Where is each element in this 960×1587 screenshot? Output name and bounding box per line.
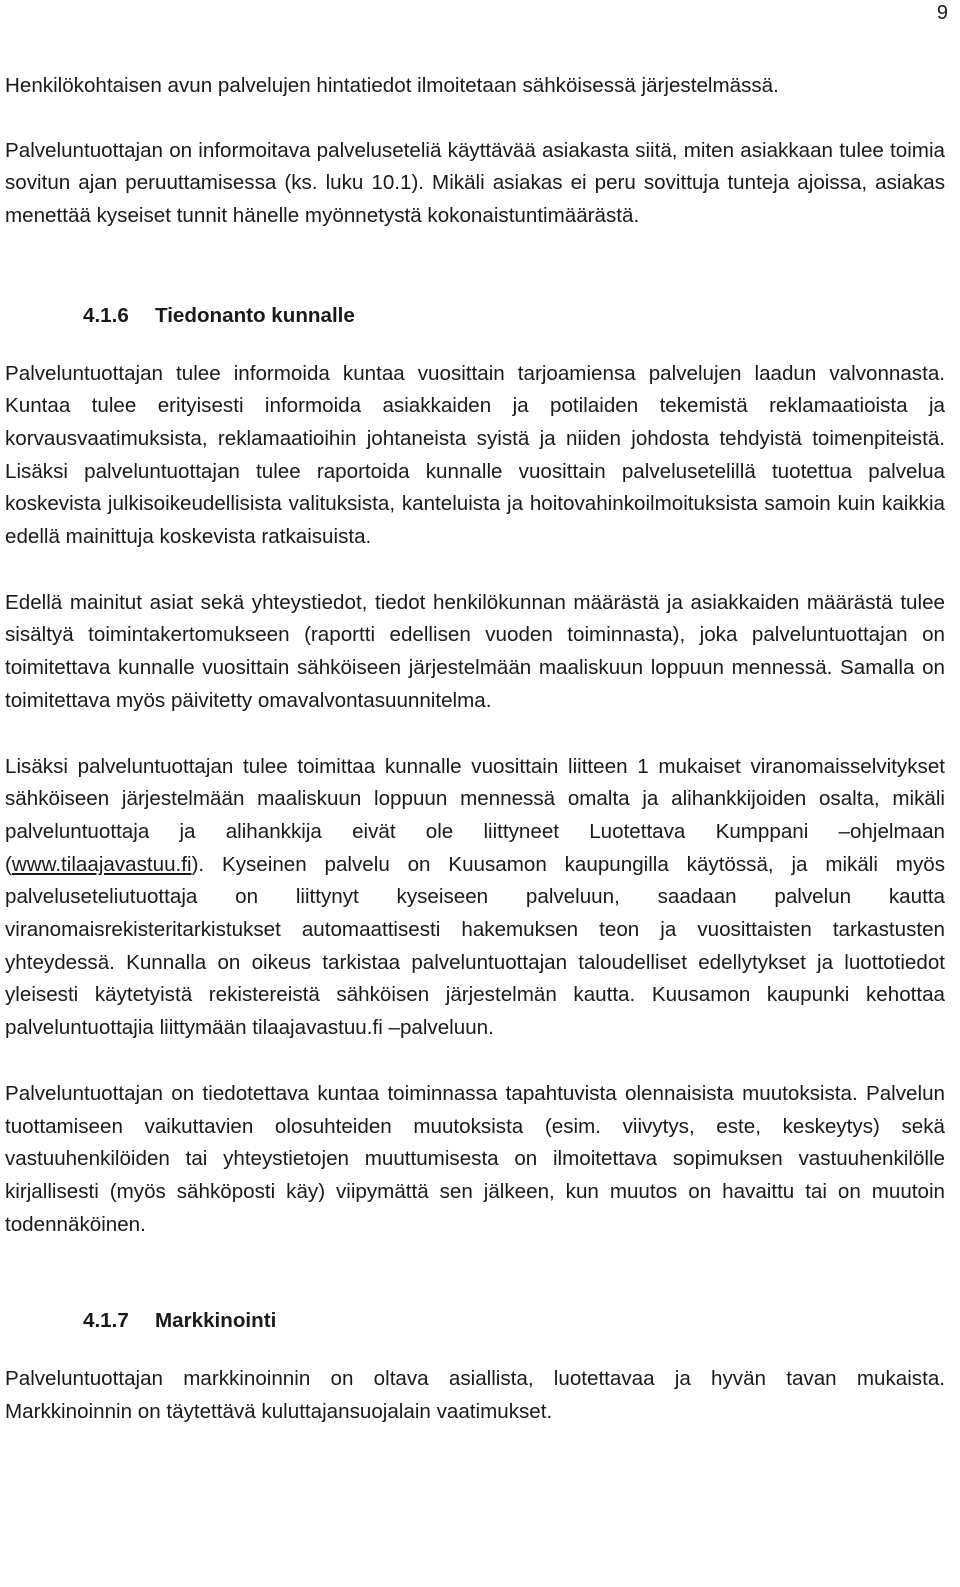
page-number: 9 [936,2,948,24]
paragraph-annual-report: Edellä mainitut asiat sekä yhteystiedot, tiedot henkilökunnan määrästä ja asiakkaiden määrästä tulee sisältyä toimintakertomukseen (raportti edellisen vuoden toiminnasta), joka palveluntuottajan on toimitettava kunnalle vuosittain sähköiseen järjestelmään maaliskuun loppuun mennessä. Samalla on toimitettava myös päivitetty omavalvontasuunnitelma. [5,590,945,712]
heading-section-4-1-6 [5,300,945,333]
paragraph-change-notification: Palveluntuottajan on tiedotettava kuntaa toiminnassa tapahtuvista olennaisista muutoksista. Palvelun tuottamiseen vaikuttavien olosuhteiden muutoksista (esim. viivytys, este, keskeytys) sekä vastuuhenkilöiden tai yhteystietojen muuttumisesta on ilmoitettava sopimuksen vastuuhenkilölle kirjallisesti (myös sähköposti käy) viipymättä sen jälkeen, kun muutos on havaittu tai on muutoin todennäköinen. [5,1081,945,1236]
section-number: 4.1.6 [83,303,129,327]
section-number: 4.1.7 [83,1309,129,1333]
document-body [5,70,945,1429]
paragraph-marketing: Palveluntuottajan markkinoinnin on oltava asiallista, luotettavaa ja hyvän tavan mukaista. Markkinoinnin on täytettävä kuluttajansuojalain vaatimukset. [5,1367,945,1423]
section-title: Tiedonanto kunnalle [155,303,355,327]
paragraph-quality-reporting: Palveluntuottajan tulee informoida kuntaa vuosittain tarjoamiensa palvelujen laadun valvonnasta. Kuntaa tulee erityisesti informoida asiakkaiden ja potilaiden tekemistä reklamaatioista ja korvausvaatimuksista, reklamaatioihin johtaneista syistä ja niiden johdosta tehdyistä toimenpiteistä. Lisäksi palveluntuottajan tulee raportoida kunnalle vuosittain palvelusetelillä tuotettua palvelua koskevista julkisoikeudellisista valituksista, kanteluista ja hoitovahinkoilmoituksista samoin kuin kaikkia edellä mainittuja koskevista ratkaisuista. [5,361,945,549]
paragraph-authority-reports [5,751,945,1045]
section-title: Markkinointi [155,1309,277,1333]
paragraph-cancellation: Palveluntuottajan on informoitava palveluseteliä käyttävää asiakasta siitä, miten asiakkaan tulee toimia sovitun ajan peruuttamisessa (ks. luku 10.1). Mikäli asiakas ei peru sovittuja tunteja ajoissa, asiakas menettää kyseiset tunnit hänelle myönnetystä kokonaistuntimäärästä. [5,138,945,228]
paragraph-text: Lisäksi palveluntuottajan tulee toimittaa kunnalle vuosittain liitteen 1 mukaiset viranomaisselvitykset sähköiseen järjestelmään maaliskuun loppuun mennessä omalta ja alihankkijoiden osalta, mikäli palveluntuottaja ja alihankkija eivät ole liittyneet Luotettava Kumppani –ohjelmaan ( [5,754,945,876]
paragraph-text: ). Kyseinen palvelu on Kuusamon kaupungilla käytössä, ja mikäli myös palveluseteliutuottaja on liittynyt kyseiseen palveluun, saadaan palvelun kautta viranomaisrekisteritarkistukset automaattisesti hakemuksen teon ja vuosittaisten tarkastusten yhteydessä. Kunnalla on oikeus tarkistaa palveluntuottajan taloudelliset edellytykset ja luottotiedot yleisesti käytetyistä rekistereistä sähköisen järjestelmän kautta. Kuusamon kaupunki kehottaa palveluntuottajia liittymään tilaajavastuu.fi –palveluun. [5,852,945,1040]
heading-section-4-1-7 [5,1305,945,1338]
paragraph-pricing-info: Henkilökohtaisen avun palvelujen hintatiedot ilmoitetaan sähköisessä järjestelmässä. [5,74,779,97]
tilaajavastuu-link[interactable]: www.tilaajavastuu.fi [11,852,192,876]
